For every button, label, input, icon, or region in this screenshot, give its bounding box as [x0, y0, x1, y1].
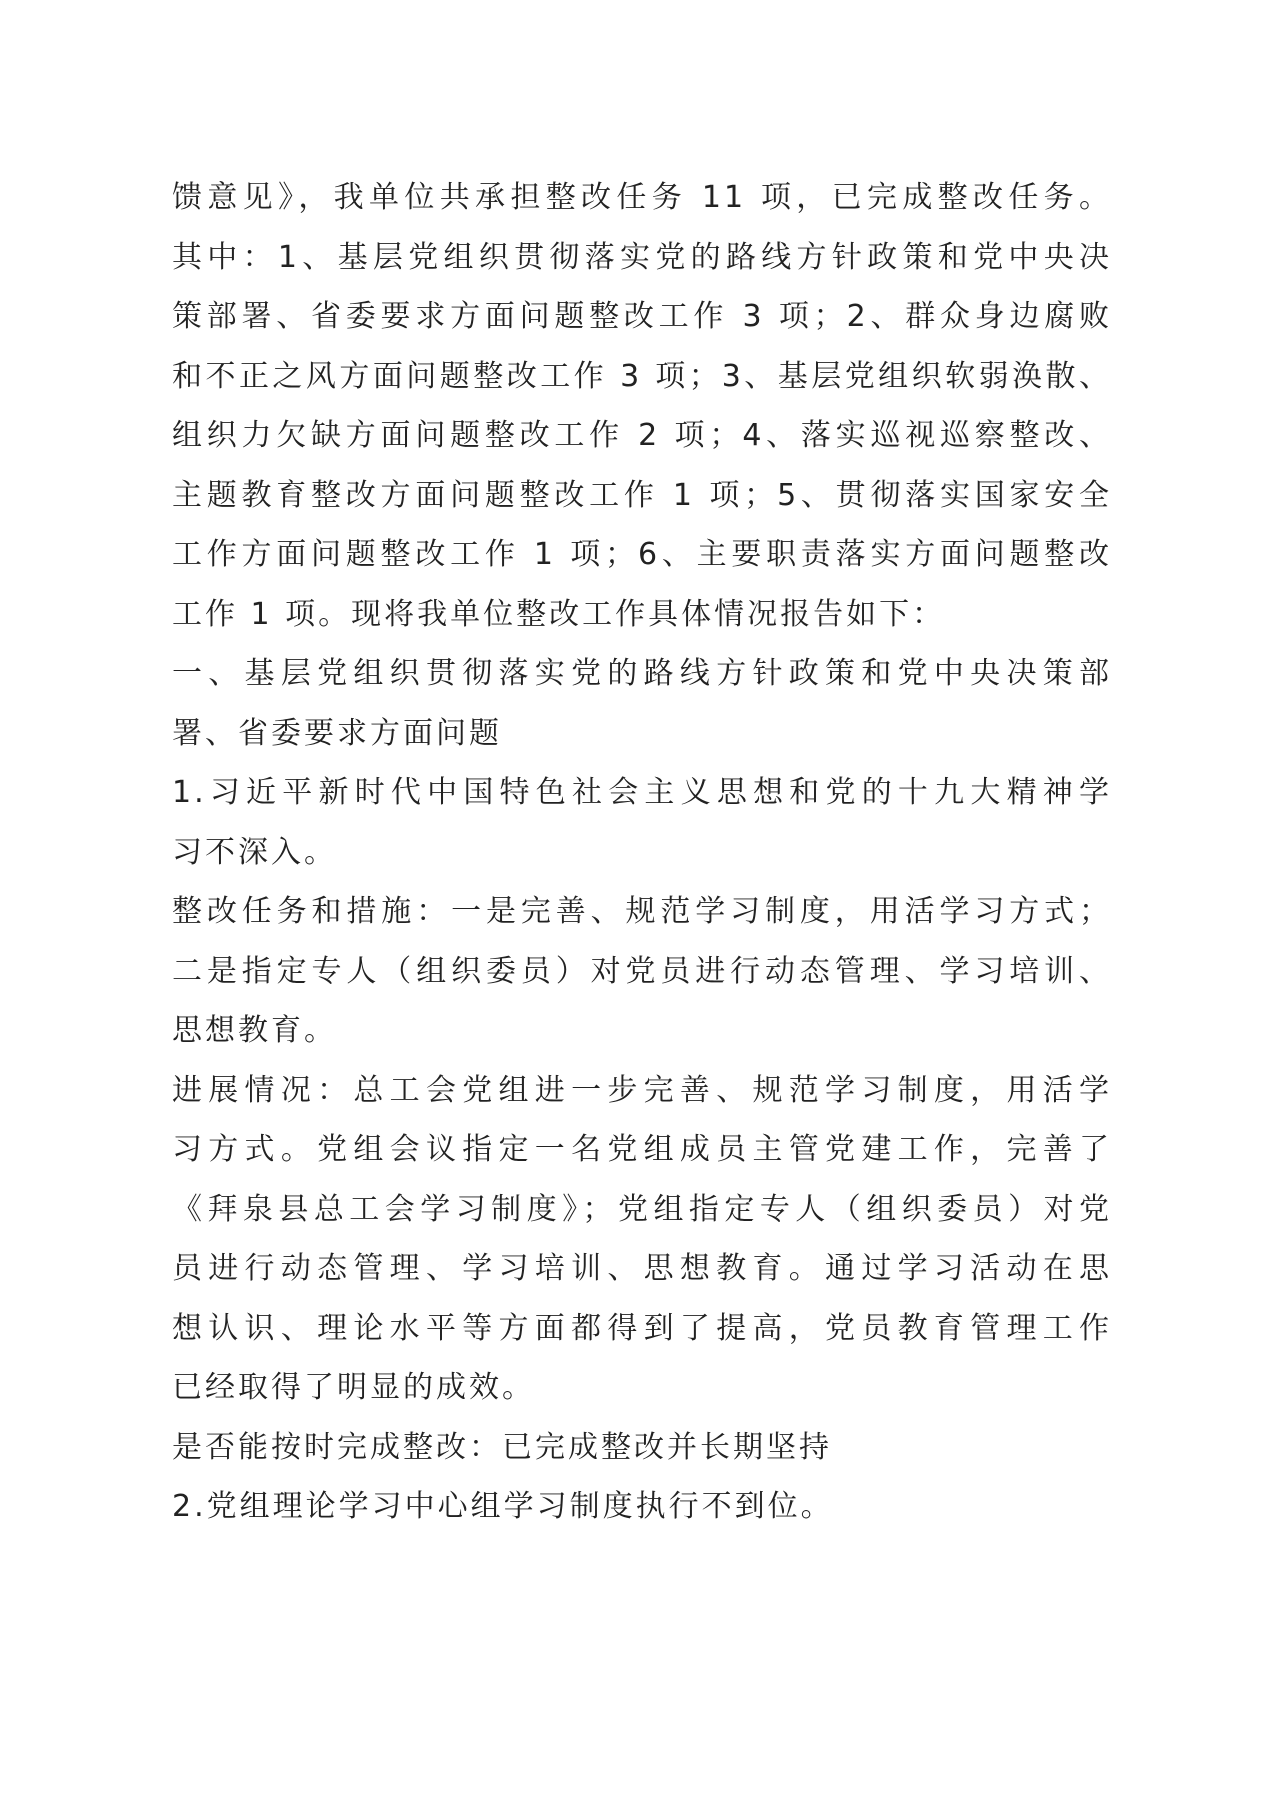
- progress-line-5: 想认识、理论水平等方面都得到了提高，党员教育管理工作: [172, 1310, 1112, 1346]
- text-line-6: 主题教育整改方面问题整改工作 1 项；5、贯彻落实国家安全: [172, 477, 1112, 513]
- progress-line-1: 进展情况：总工会党组进一步完善、规范学习制度，用活学: [172, 1072, 1112, 1108]
- progress-line-4: 员进行动态管理、学习培训、思想教育。通过学习活动在思: [172, 1251, 1112, 1286]
- section-heading-line-1: 一、基层党组织贯彻落实党的路线方针政策和党中央决策部: [172, 656, 1112, 691]
- text-line-8: 工作 1 项。现将我单位整改工作具体情况报告如下：: [172, 596, 946, 632]
- text-line-4: 和不正之风方面问题整改工作 3 项；3、基层党组织软弱涣散、: [172, 358, 1112, 394]
- text-line-5: 组织力欠缺方面问题整改工作 2 项；4、落实巡视巡察整改、: [172, 418, 1112, 453]
- item-1-title-line-2: 习不深入。: [172, 834, 337, 870]
- item-1-title-line-1: 1.习近平新时代中国特色社会主义思想和党的十九大精神学: [172, 775, 1112, 810]
- measures-line-3: 思想教育。: [172, 1013, 337, 1048]
- progress-line-6: 已经取得了明显的成效。: [172, 1370, 535, 1405]
- item-2-title-line: 2.党组理论学习中心组学习制度执行不到位。: [172, 1489, 834, 1524]
- text-line-2: 其中：1、基层党组织贯彻落实党的路线方针政策和党中央决: [172, 239, 1112, 275]
- text-line-1: 馈意见》，我单位共承担整改任务 11 项，已完成整改任务。: [172, 180, 1112, 215]
- text-line-7: 工作方面问题整改工作 1 项；6、主要职责落实方面问题整改: [172, 537, 1112, 572]
- progress-line-3: 《拜泉县总工会学习制度》；党组指定专人（组织委员）对党: [172, 1191, 1112, 1227]
- measures-line-1: 整改任务和措施：一是完善、规范学习制度，用活学习方式；: [172, 894, 1112, 929]
- measures-line-2: 二是指定专人（组织委员）对党员进行动态管理、学习培训、: [172, 953, 1112, 989]
- text-line-3: 策部署、省委要求方面问题整改工作 3 项；2、群众身边腐败: [172, 299, 1112, 334]
- progress-line-2: 习方式。党组会议指定一名党组成员主管党建工作，完善了: [172, 1132, 1112, 1167]
- section-heading-line-2: 署、省委要求方面问题: [172, 715, 502, 751]
- completion-status-line: 是否能按时完成整改：已完成整改并长期坚持: [172, 1429, 832, 1465]
- document-body: [172, 168, 1112, 1537]
